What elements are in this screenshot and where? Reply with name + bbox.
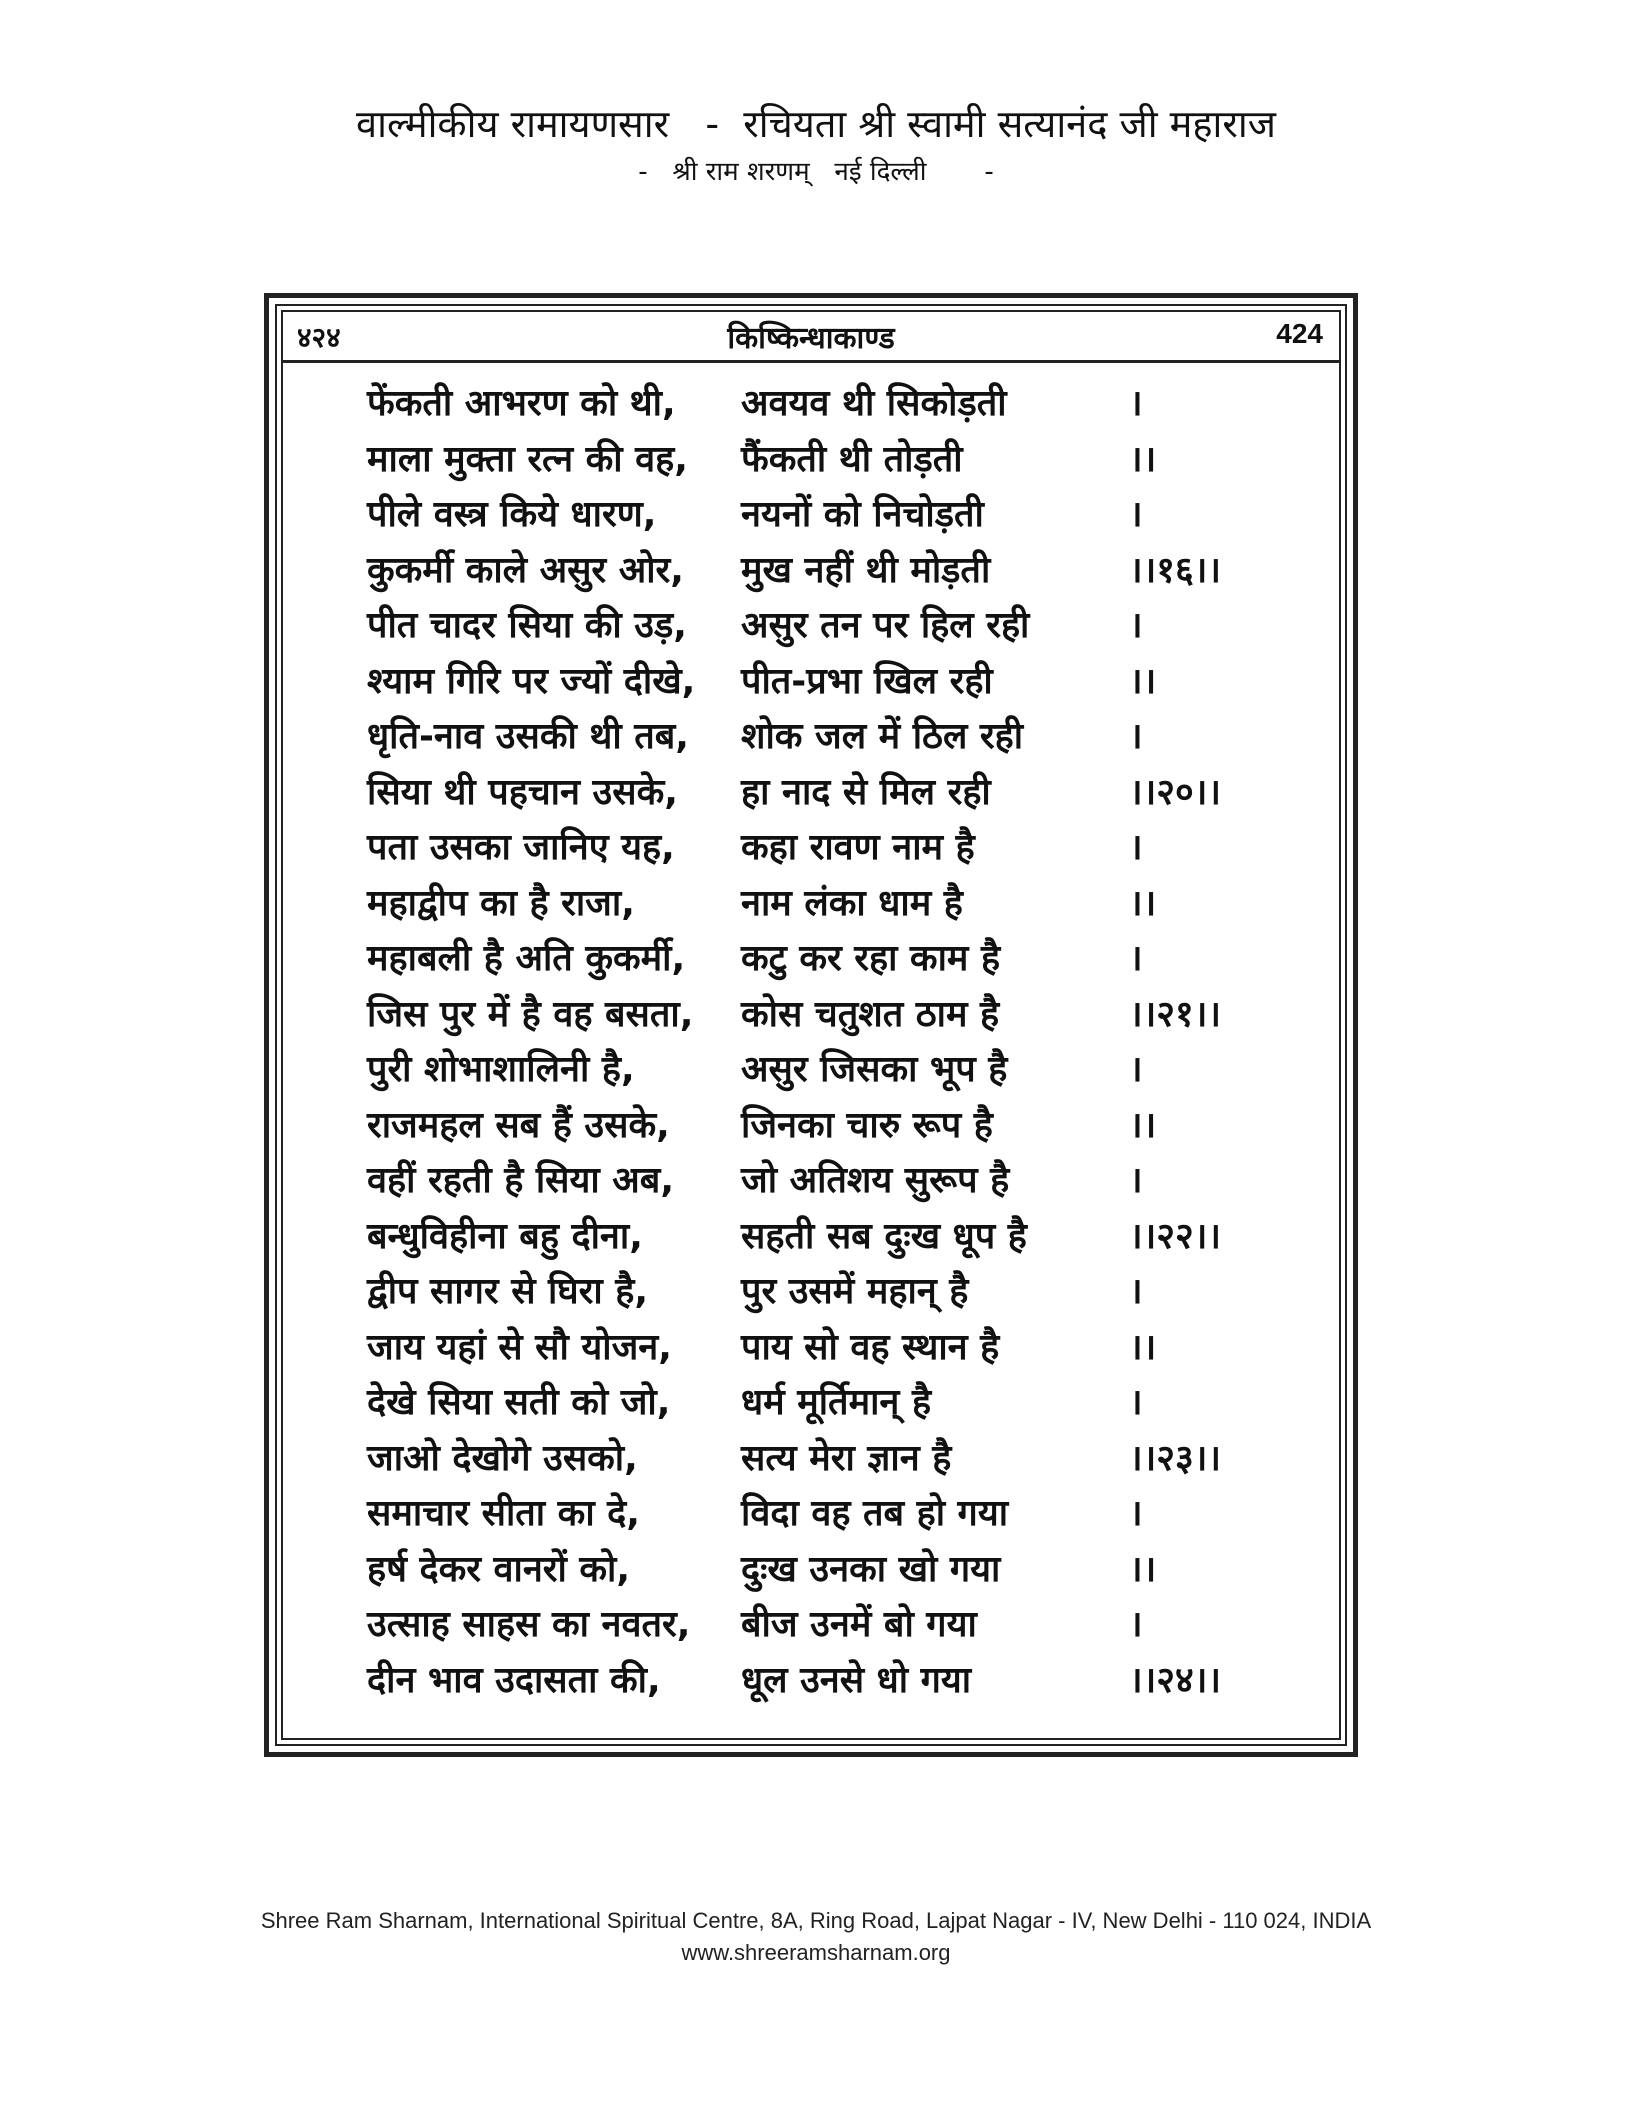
verse-end-marker: । (1129, 827, 1143, 868)
verse-first-half: उत्साह साहस का नवतर, (367, 1604, 691, 1645)
verse-first-half: माला मुक्ता रत्न की वह, (367, 438, 688, 480)
verse-first-half: जाओ देखोगे उसको, (367, 1437, 638, 1479)
verse-second-half: पुर उसमें महान् है (741, 1271, 969, 1312)
verse-line (269, 1320, 1353, 1376)
verse-second-half: विदा वह तब हो गया (741, 1493, 1009, 1534)
verse-end-marker: । (1129, 1160, 1143, 1201)
verse-line (269, 765, 1353, 821)
page-title-bar (281, 310, 1341, 363)
page-footer (0, 1905, 1632, 1969)
verse-line (269, 654, 1353, 710)
verse-second-half: दुःख उनका खो गया (741, 1548, 1001, 1590)
footer-website[interactable]: www.shreeramsharnam.org (681, 1940, 951, 1965)
verse-line (269, 876, 1353, 932)
verse-second-half: कोस चतुशत ठाम है (741, 993, 1000, 1035)
verse-end-marker: । (1129, 494, 1143, 535)
verse-second-half: पाय सो वह स्थान है (741, 1326, 1000, 1368)
verse-first-half: राजमहल सब हैं उसके, (367, 1104, 670, 1146)
verse-end-marker: ।। (1129, 882, 1157, 924)
verse-first-half: पुरी शोभाशालिनी है, (367, 1049, 635, 1090)
verse-second-half: शोक जल में ठिल रही (741, 716, 1024, 757)
verse-first-half: सिया थी पहचान उसके, (367, 771, 678, 813)
verse-second-half: असुर तन पर हिल रही (741, 605, 1030, 646)
verse-first-half: धृति-नाव उसकी थी तब, (367, 716, 689, 757)
verse-line (269, 1375, 1353, 1431)
verse-first-half: जाय यहां से सौ योजन, (367, 1326, 672, 1368)
verse-first-half: महाबली है अति कुकर्मी, (367, 938, 686, 979)
verse-line (269, 709, 1353, 765)
verse-first-half: हर्ष देकर वानरों को, (367, 1548, 631, 1590)
verse-end-marker: । (1129, 1382, 1143, 1423)
verse-end-marker: ।।२०।। (1129, 771, 1222, 813)
verse-end-marker: । (1129, 716, 1143, 757)
verse-first-half: वहीं रहती है सिया अब, (367, 1160, 674, 1201)
verse-line (269, 543, 1353, 599)
verse-line (269, 1431, 1353, 1487)
verse-line (269, 1209, 1353, 1265)
verse-line (269, 931, 1353, 987)
verse-end-marker: ।।२४।। (1129, 1659, 1222, 1701)
verse-first-half: पता उसका जानिए यह, (367, 827, 675, 868)
verse-first-half: फेंकती आभरण को थी, (367, 383, 676, 424)
verse-first-half: श्याम गिरि पर ज्यों दीखे, (367, 660, 696, 702)
verse-second-half: नाम लंका धाम है (741, 882, 963, 924)
verse-second-half: मुख नहीं थी मोड़ती (741, 549, 991, 591)
verse-end-marker: ।। (1129, 660, 1157, 702)
verse-first-half: दीन भाव उदासता की, (367, 1659, 661, 1701)
verse-end-marker: । (1129, 938, 1143, 979)
verse-second-half: हा नाद से मिल रही (741, 771, 991, 813)
verse-second-half: बीज उनमें बो गया (741, 1604, 977, 1645)
verse-line (269, 1264, 1353, 1320)
verse-end-marker: ।।२३।। (1129, 1437, 1222, 1479)
verse-end-marker: ।। (1129, 1326, 1157, 1368)
verse-end-marker: । (1129, 605, 1143, 646)
verse-line (269, 1486, 1353, 1542)
page-number-devanagari: ४२४ (297, 321, 341, 354)
page-header (0, 100, 1632, 190)
verse-first-half: द्वीप सागर से घिरा है, (367, 1271, 649, 1312)
verse-end-marker: ।। (1129, 1104, 1157, 1146)
verse-first-half: जिस पुर में है वह बसता, (367, 993, 694, 1035)
verse-second-half: नयनों को निचोड़ती (741, 494, 984, 535)
verse-second-half: पीत-प्रभा खिल रही (741, 660, 993, 702)
verse-first-half: कुकर्मी काले असुर ओर, (367, 549, 684, 591)
verse-first-half: समाचार सीता का दे, (367, 1493, 640, 1534)
kanda-title: किष्किन्धाकाण्ड (727, 321, 895, 356)
verse-second-half: सत्य मेरा ज्ञान है (741, 1437, 952, 1479)
verse-line (269, 987, 1353, 1043)
verse-first-half: बन्धुविहीना बहु दीना, (367, 1215, 643, 1257)
verse-line (269, 1597, 1353, 1653)
verse-end-marker: । (1129, 383, 1143, 424)
verse-line (269, 1098, 1353, 1154)
verse-line (269, 1653, 1353, 1709)
verse-line (269, 1153, 1353, 1209)
verse-second-half: अवयव थी सिकोड़ती (741, 383, 1007, 424)
page-number: 424 (1276, 318, 1323, 349)
verse-second-half: असुर जिसका भूप है (741, 1049, 1008, 1090)
verse-second-half: जो अतिशय सुरूप है (741, 1160, 1010, 1201)
verse-end-marker: ।।२१।। (1129, 993, 1222, 1035)
verse-second-half: जिनका चारु रूप है (741, 1104, 993, 1146)
verse-line (269, 432, 1353, 488)
verse-second-half: फैंकती थी तोड़ती (741, 438, 963, 480)
page-frame (264, 293, 1358, 1757)
verse-second-half: कटु कर रहा काम है (741, 938, 1001, 979)
verse-end-marker: ।।१६।। (1129, 549, 1222, 591)
header-title: वाल्मीकीय रामायणसार - रचियता श्री स्वामी सत्यानंद जी महाराज (356, 102, 1276, 146)
verse-line (269, 1542, 1353, 1598)
verse-end-marker: ।।२२।। (1129, 1215, 1222, 1257)
verse-end-marker: । (1129, 1049, 1143, 1090)
footer-address: Shree Ram Sharnam, International Spiritual Centre, 8A, Ring Road, Lajpat Nagar - IV, New Delhi - 110 024, INDIA (260, 1908, 1372, 1933)
verse-second-half: धर्म मूर्तिमान् है (741, 1382, 932, 1423)
verse-first-half: देखे सिया सती को जो, (367, 1382, 671, 1423)
verse-end-marker: । (1129, 1493, 1143, 1534)
verse-second-half: धूल उनसे धो गया (741, 1659, 972, 1701)
verse-line (269, 376, 1353, 432)
verse-end-marker: ।। (1129, 1548, 1157, 1590)
verse-second-half: सहती सब दुःख धूप है (741, 1215, 1027, 1257)
verse-end-marker: ।। (1129, 438, 1157, 480)
verse-line (269, 820, 1353, 876)
verse-first-half: पीत चादर सिया की उड़, (367, 605, 687, 646)
header-subtitle: - श्री राम शरणम् नई दिल्ली - (638, 157, 994, 187)
verse-line (269, 487, 1353, 543)
verse-line (269, 598, 1353, 654)
verse-list (269, 376, 1353, 1708)
verse-first-half: पीले वस्त्र किये धारण, (367, 494, 657, 535)
verse-second-half: कहा रावण नाम है (741, 827, 975, 868)
verse-end-marker: । (1129, 1604, 1143, 1645)
verse-end-marker: । (1129, 1271, 1143, 1312)
verse-first-half: महाद्वीप का है राजा, (367, 882, 635, 924)
verse-line (269, 1042, 1353, 1098)
